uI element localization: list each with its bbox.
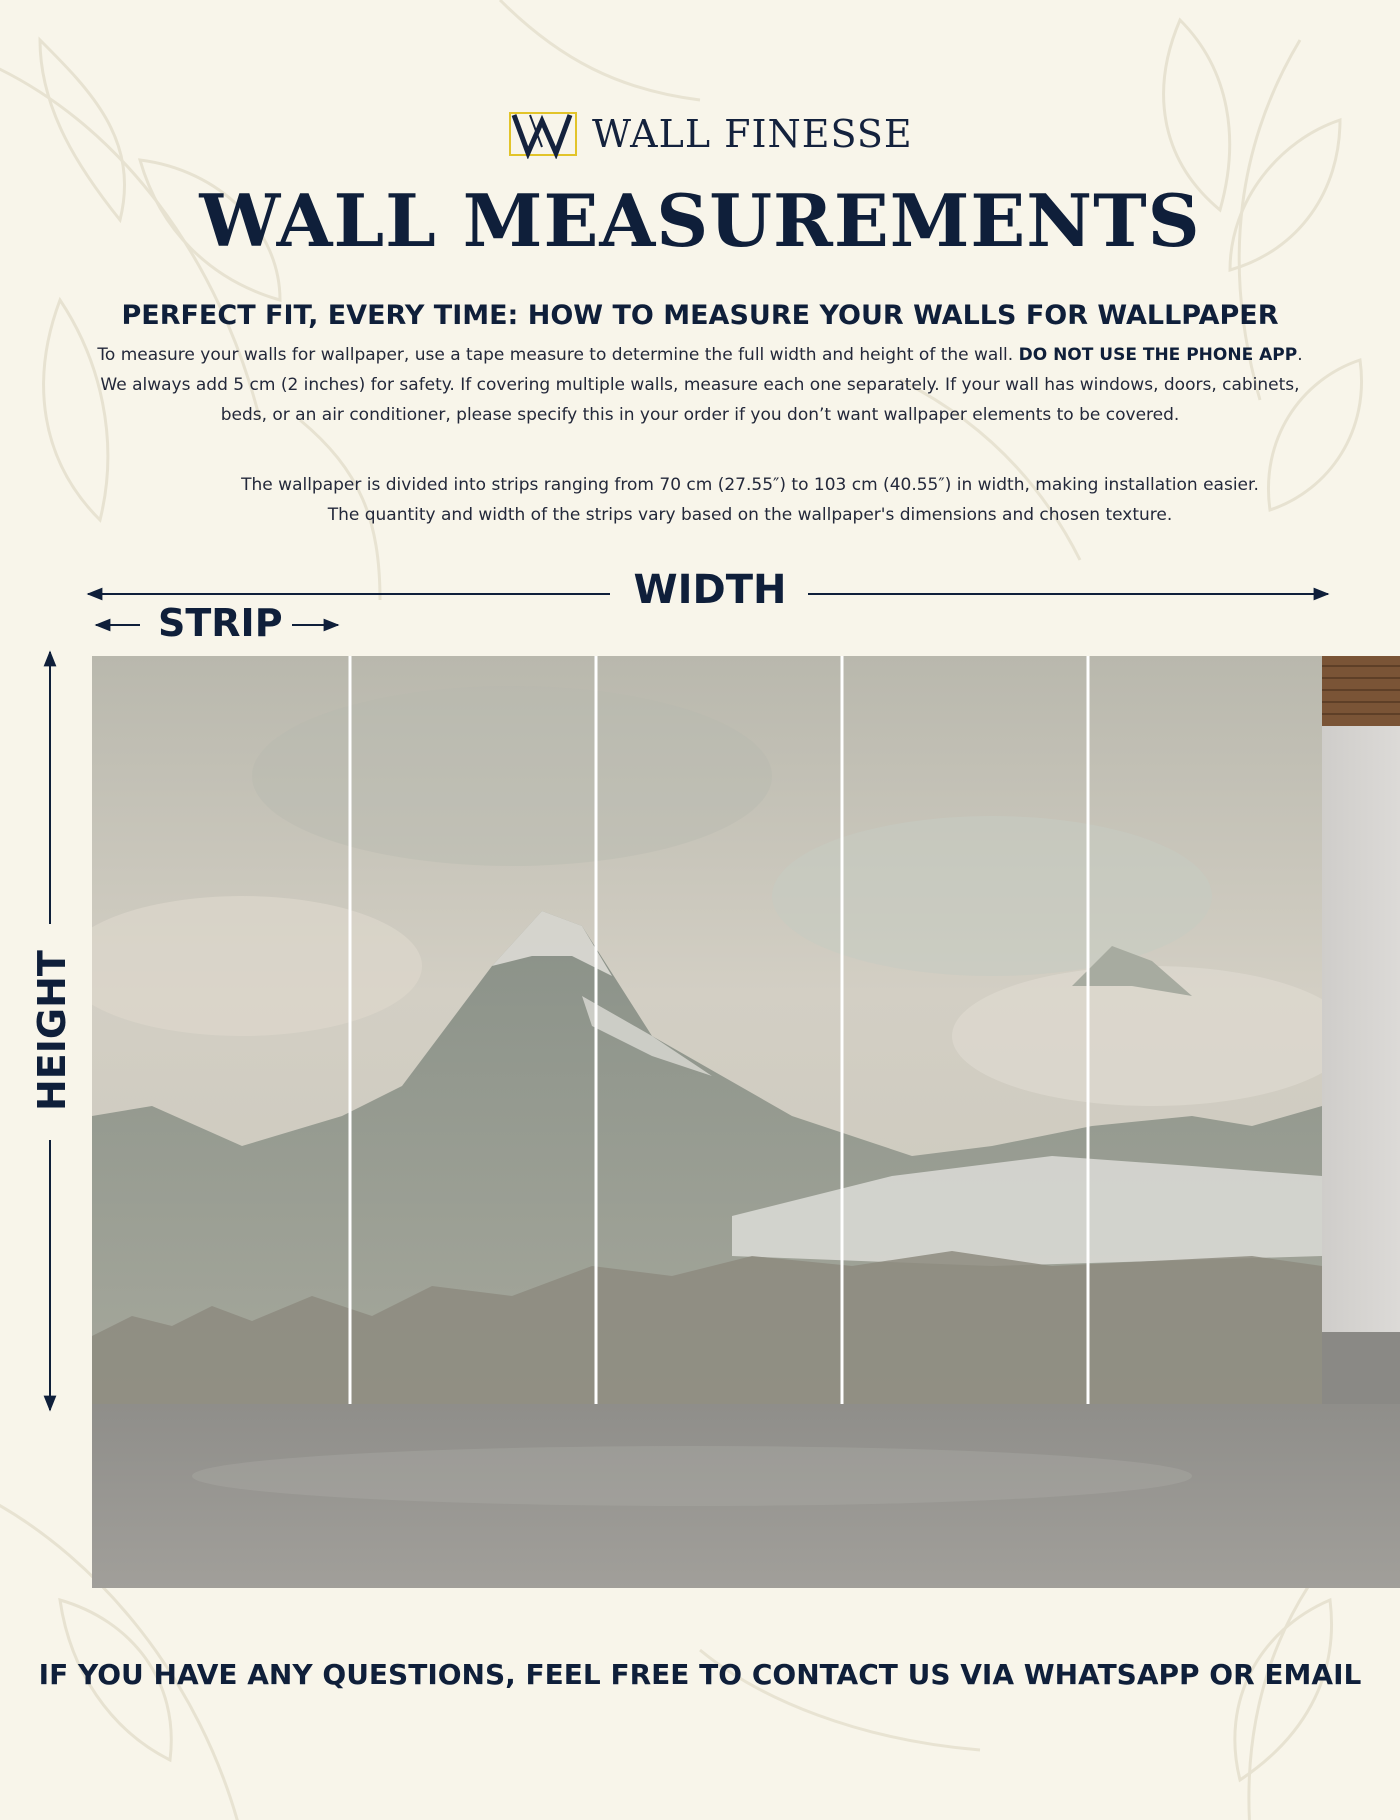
page-subtitle: PERFECT FIT, EVERY TIME: HOW TO MEASURE YOUR WALLS FOR WALLPAPER [121, 300, 1279, 331]
intro-line-1-end: . [1297, 345, 1303, 365]
phone-app-warning: DO NOT USE THE PHONE APP [1018, 345, 1298, 365]
page-title: WALL MEASUREMENTS [199, 178, 1201, 263]
strips-line-2: The quantity and width of the strips vary based on the wallpaper's dimensions and chosen texture. [327, 505, 1173, 525]
wf-monogram-icon [508, 109, 578, 159]
intro-line-1: To measure your walls for wallpaper, use a tape measure to determine the full width and height of the wall. [97, 345, 1014, 365]
strips-paragraph [180, 470, 1320, 530]
width-label: WIDTH [633, 567, 787, 613]
height-label: HEIGHT [30, 950, 74, 1111]
contact-note: IF YOU HAVE ANY QUESTIONS, FEEL FREE TO CONTACT US VIA WHATSAPP OR EMAIL [38, 1658, 1362, 1691]
brand-name: WALL FINESSE [592, 112, 913, 156]
intro-paragraph [90, 340, 1310, 430]
strips-line-1: The wallpaper is divided into strips ranging from 70 cm (27.55″) to 103 cm (40.55″) in width, making installation easier. [241, 475, 1259, 495]
wall-mural-illustration [92, 656, 1400, 1588]
brand-logo[interactable] [508, 108, 913, 160]
strip-label: STRIP [158, 601, 283, 645]
intro-line-2: We always add 5 cm (2 inches) for safety. If covering multiple walls, measure each one separately. If your wall has windows, doors, cabinets, beds, or an air conditioner, please specify this in your order if you don’t want wallpaper elements to be covered. [100, 375, 1300, 425]
